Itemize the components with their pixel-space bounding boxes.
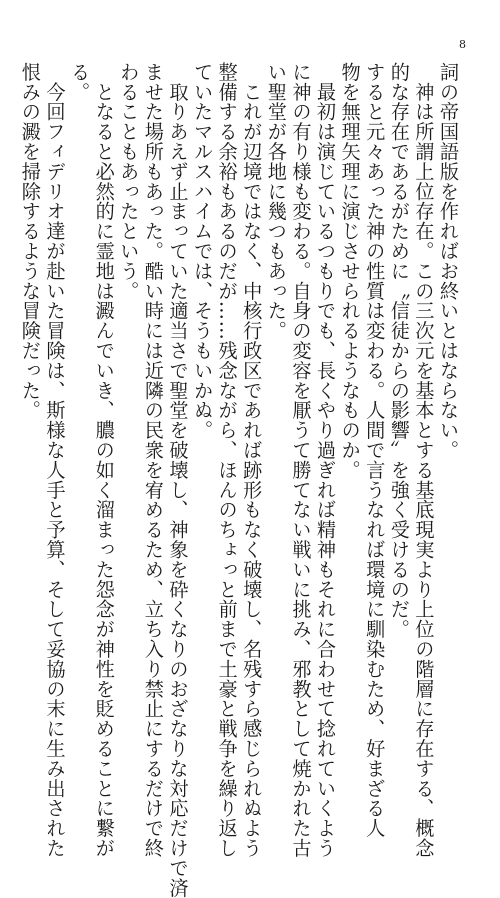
text-line: 恨みの澱を掃除するような冒険だった。 — [18, 62, 42, 421]
text-line: 神は所謂上位存在。この三次元を基本とする基底現実より上位の階層に存在する、概念 — [412, 62, 436, 858]
text-line: これが辺境ではなく、中核行政区であれば跡形もなく破壊し、名残すら感じられぬよう — [240, 62, 264, 858]
text-line: 取りあえず止まっていた適当さで聖堂を破壊し、神象を砕くなりのおざなりな対応だけで済 — [166, 62, 190, 898]
text-line: 今回フィデリオ達が赴いた冒険は、斯様な人手と予算、そして妥協の末に生み出された — [43, 62, 67, 858]
text-line: る。 — [68, 62, 92, 102]
text-line: に神の有り様も変わる。自身の変容を厭うて勝てない戦いに挑み、邪教として焼かれた古 — [289, 62, 313, 858]
text-line: 最初は演じているつもりでも、長くやり過ぎれば精神もそれに合わせて捻れていくよう — [314, 62, 338, 858]
text-line: 的な存在であるがために〝信徒からの影響〟を強く受けるのだ。 — [387, 62, 411, 640]
page-number: 8 — [459, 38, 466, 51]
text-line: となると必然的に霊地は澱んでいき、膿の如く溜まった怨念が神性を貶めることに繋が — [92, 62, 116, 858]
text-line: 整備する余裕もあるのだが……残念ながら、ほんのちょっと前まで土豪と戦争を繰り返し — [215, 62, 239, 858]
text-line: わることもあったという。 — [117, 62, 141, 301]
text-line: ませた場所もあった。酷い時には近隣の民衆を宥めるため、立ち入り禁止にするだけで終 — [141, 62, 165, 858]
text-line: 詞の帝国語版を作ればお終いとはならない。 — [437, 62, 460, 460]
text-line: ていたマルスハイムでは、そうもいかぬ。 — [191, 62, 215, 441]
text-line: い聖堂が各地に幾つもあった。 — [264, 62, 288, 341]
text-line: 物を無理矢理に演じさせられるようなものか。 — [338, 62, 362, 480]
text-line: すると元々あった神の性質は変わる。人間で言うなれば環境に馴染むため、好まざる人 — [363, 62, 387, 839]
body-text — [17, 62, 460, 898]
